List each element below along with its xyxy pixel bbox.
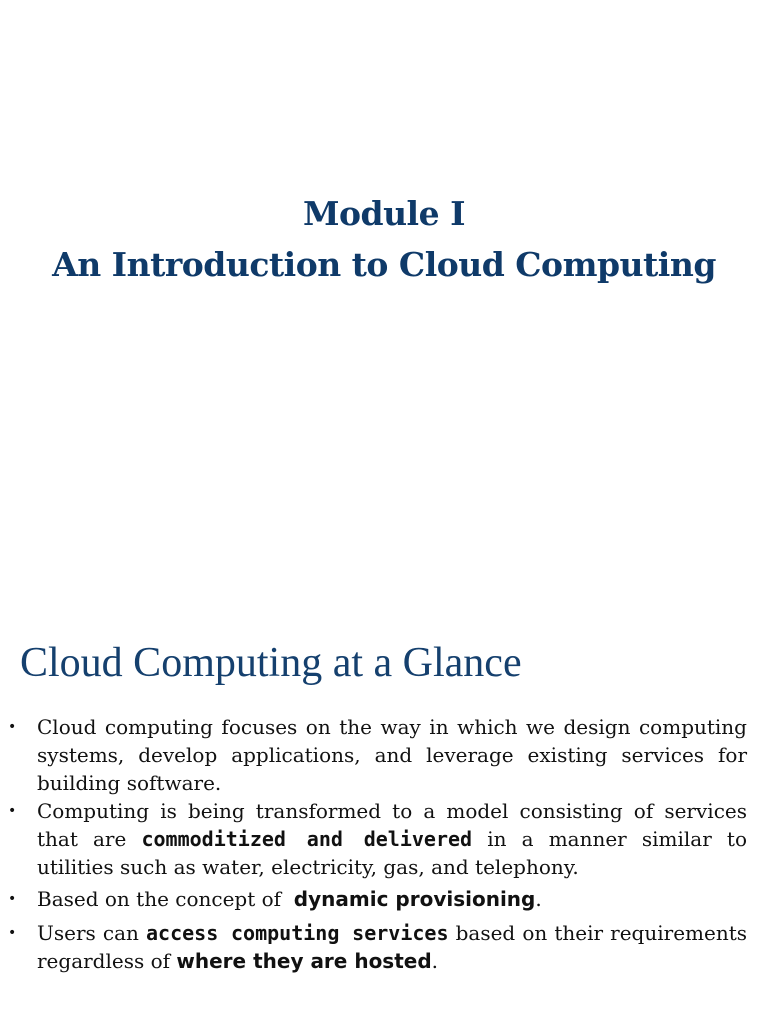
list-item (0, 885, 768, 913)
bullet-list (0, 713, 768, 975)
bullet-text: based on their requirements regardless of (37, 921, 748, 973)
list-item (0, 797, 768, 881)
bullet-emphasis: commoditized and delivered (141, 827, 473, 851)
bullet-icon: • (8, 891, 17, 907)
bullet-text: . (431, 949, 439, 973)
bullet-emphasis: access computing services (145, 921, 449, 945)
bullet-icon: • (8, 803, 17, 819)
bullet-text: Users can (37, 921, 146, 945)
module-title (0, 188, 768, 290)
bullet-text: Based on the concept of (37, 887, 294, 911)
bullet-icon: • (8, 719, 17, 735)
bullet-emphasis: dynamic provisioning (293, 887, 536, 911)
module-title-line-2: An Introduction to Cloud Computing (52, 245, 716, 284)
bullet-emphasis: where they are hosted (176, 949, 432, 973)
bullet-text: . (535, 887, 542, 911)
section-heading: Cloud Computing at a Glance (20, 640, 522, 686)
list-item (0, 919, 768, 975)
list-item (0, 713, 768, 797)
bullet-text: Cloud computing focuses on the way in which we design computing systems, develop applications, and leverage existing services for building software. (37, 715, 747, 795)
bullet-icon: • (8, 925, 17, 941)
bullet-text: Computing is being transformed to a model consisting of services that are (37, 799, 747, 851)
bullet-text: in a manner similar to utilities such as water, electricity, gas, and telephony. (37, 827, 747, 879)
module-title-line-1: Module I (302, 194, 466, 233)
